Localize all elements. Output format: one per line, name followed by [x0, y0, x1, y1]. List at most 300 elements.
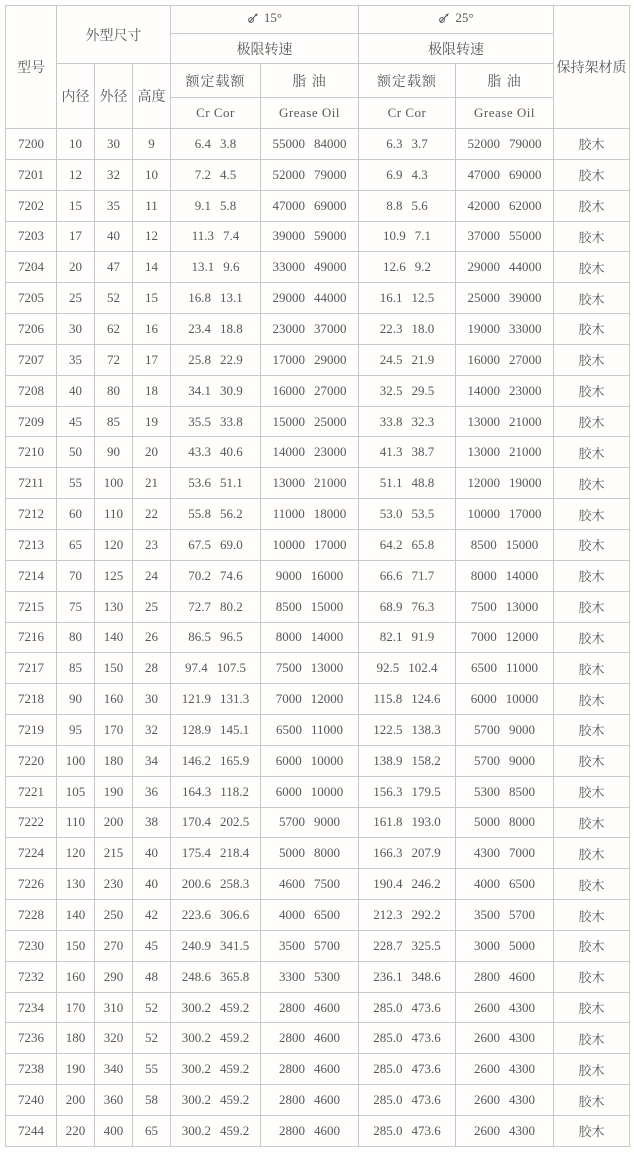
- outer-diameter-cell: 80: [95, 375, 133, 406]
- value: 5700: [474, 752, 501, 768]
- value-pair: [474, 876, 535, 892]
- value: 223.6: [181, 907, 211, 923]
- outer-diameter-cell: 200: [95, 807, 133, 838]
- rated-load-15-cell: [171, 838, 261, 869]
- cage-material-cell: 胶木: [554, 684, 630, 715]
- value: 459.2: [220, 999, 250, 1015]
- value-pair: [380, 537, 435, 553]
- value: 122.5: [373, 721, 403, 737]
- limit-speed-15-cell: [261, 1085, 359, 1116]
- value-pair: [279, 907, 340, 923]
- value: 285.0: [373, 1092, 403, 1108]
- value: 9.1: [194, 197, 211, 213]
- value: 158.2: [411, 752, 441, 768]
- inner-diameter-cell: 160: [57, 961, 95, 992]
- value: 300.2: [181, 1030, 211, 1046]
- cage-material-cell: 胶木: [554, 653, 630, 684]
- height-cell: 65: [133, 1116, 171, 1147]
- value: 285.0: [373, 1030, 403, 1046]
- height-cell: 55: [133, 1054, 171, 1085]
- limit-speed-25-cell: [456, 406, 554, 437]
- value: 12.5: [411, 290, 435, 306]
- value: 8000: [509, 814, 536, 830]
- model-cell: 7220: [6, 745, 57, 776]
- value-pair: [380, 321, 435, 337]
- inner-diameter-cell: 40: [57, 375, 95, 406]
- limit-speed-25-cell: [456, 715, 554, 746]
- rated-load-15-cell: [171, 190, 261, 221]
- value: 4600: [314, 999, 340, 1015]
- height-cell: 12: [133, 221, 171, 252]
- limit-speed-15-cell: [261, 375, 359, 406]
- value: 47000: [272, 197, 305, 213]
- cage-material-cell: 胶木: [554, 468, 630, 499]
- value-pair: [279, 938, 340, 954]
- value: 473.6: [411, 1122, 441, 1138]
- value-pair: [273, 259, 347, 275]
- value: 53.0: [379, 506, 403, 522]
- limit-speed-15-cell: [261, 560, 359, 591]
- height-cell: 18: [133, 375, 171, 406]
- value-pair: [279, 1123, 340, 1139]
- rated-load-25-cell: [359, 745, 456, 776]
- model-cell: 7228: [6, 900, 57, 931]
- contact-angle-icon: [247, 12, 259, 24]
- value-pair: [383, 228, 431, 244]
- model-column-header: 型号: [6, 6, 57, 129]
- value-pair: [188, 568, 243, 584]
- value: 10.9: [383, 228, 406, 244]
- value: 6.3: [386, 135, 403, 151]
- cage-material-cell: 胶木: [554, 869, 630, 900]
- value: 9000: [275, 567, 302, 583]
- value: 4300: [509, 1092, 536, 1108]
- value: 32.5: [379, 382, 403, 398]
- value: 190.4: [373, 876, 403, 892]
- limit-speed-25-cell: [456, 591, 554, 622]
- value-pair: [373, 1030, 441, 1046]
- value-pair: [474, 1030, 535, 1046]
- value: 79000: [314, 166, 347, 182]
- limit-speed-25-cell: [456, 838, 554, 869]
- limit-speed-header-25: 极限转速: [359, 34, 554, 64]
- rated-load-header-25: 额定载额: [359, 64, 456, 98]
- model-cell: 7244: [6, 1116, 57, 1147]
- value-pair: [273, 290, 347, 306]
- value: 47000: [467, 166, 501, 182]
- height-cell: 48: [133, 961, 171, 992]
- limit-speed-15-cell: [261, 529, 359, 560]
- value-pair: [188, 444, 243, 460]
- value: 124.6: [411, 691, 441, 707]
- inner-diameter-cell: 100: [57, 745, 95, 776]
- rated-load-15-cell: [171, 468, 261, 499]
- limit-speed-15-cell: [261, 930, 359, 961]
- value: 69000: [509, 166, 542, 182]
- cage-material-cell: 胶木: [554, 221, 630, 252]
- value: 13000: [310, 660, 344, 676]
- value-pair: [192, 228, 240, 244]
- height-header: 高度: [133, 64, 171, 129]
- outer-diameter-cell: 47: [95, 252, 133, 283]
- value-pair: [471, 691, 539, 707]
- value: 8500: [509, 783, 536, 799]
- grease-oil-en-header-15: Grease Oil: [261, 98, 359, 129]
- table-row: [6, 252, 630, 283]
- inner-diameter-cell: 140: [57, 900, 95, 931]
- rated-load-15-cell: [171, 715, 261, 746]
- value: 53.6: [188, 475, 211, 491]
- value-pair: [273, 444, 347, 460]
- model-cell: 7201: [6, 159, 57, 190]
- rated-load-15-cell: [171, 992, 261, 1023]
- inner-diameter-cell: 170: [57, 992, 95, 1023]
- table-row: [6, 715, 630, 746]
- limit-speed-25-cell: [456, 159, 554, 190]
- value: 5300: [314, 968, 340, 984]
- grease-oil-en-header-25: Grease Oil: [456, 98, 554, 129]
- model-cell: 7216: [6, 622, 57, 653]
- inner-diameter-cell: 90: [57, 684, 95, 715]
- value: 4300: [474, 845, 501, 861]
- inner-diameter-cell: 45: [57, 406, 95, 437]
- value-pair: [380, 290, 435, 306]
- table-row: [6, 961, 630, 992]
- value: 236.1: [373, 968, 403, 984]
- table-row: [6, 159, 630, 190]
- limit-speed-25-cell: [456, 869, 554, 900]
- value: 10000: [310, 752, 344, 768]
- contact-angle-icon: [438, 12, 450, 24]
- value-pair: [468, 259, 542, 275]
- value: 18.0: [411, 320, 435, 336]
- value-pair: [468, 444, 542, 460]
- value: 7500: [275, 660, 302, 676]
- value-pair: [468, 475, 542, 491]
- rated-load-15-cell: [171, 344, 261, 375]
- value: 17000: [272, 351, 305, 367]
- rated-load-25-cell: [359, 1023, 456, 1054]
- rated-load-15-cell: [171, 776, 261, 807]
- value-pair: [182, 1000, 250, 1016]
- value: 300.2: [181, 1061, 211, 1077]
- inner-diameter-cell: 17: [57, 221, 95, 252]
- limit-speed-25-cell: [456, 283, 554, 314]
- value-pair: [195, 167, 237, 183]
- value: 6000: [275, 783, 302, 799]
- rated-load-15-cell: [171, 129, 261, 160]
- value: 17000: [509, 506, 542, 522]
- rated-load-25-cell: [359, 314, 456, 345]
- table-row: [6, 591, 630, 622]
- cage-material-cell: 胶木: [554, 529, 630, 560]
- cage-material-cell: 胶木: [554, 437, 630, 468]
- model-cell: 7234: [6, 992, 57, 1023]
- value: 300.2: [181, 1092, 211, 1108]
- limit-speed-15-cell: [261, 900, 359, 931]
- cage-material-cell: 胶木: [554, 283, 630, 314]
- value: 121.9: [181, 691, 211, 707]
- value: 21000: [314, 475, 347, 491]
- value: 459.2: [220, 1122, 250, 1138]
- limit-speed-25-cell: [456, 930, 554, 961]
- value: 115.8: [373, 691, 403, 707]
- model-cell: 7226: [6, 869, 57, 900]
- model-cell: 7222: [6, 807, 57, 838]
- value: 4600: [509, 968, 536, 984]
- value-pair: [380, 444, 435, 460]
- value-pair: [468, 167, 542, 183]
- value: 92.5: [376, 660, 400, 676]
- value: 67.5: [188, 536, 211, 552]
- value-pair: [373, 1092, 441, 1108]
- value-pair: [380, 629, 435, 645]
- value: 65.8: [411, 536, 435, 552]
- value-pair: [474, 1092, 535, 1108]
- value-pair: [374, 691, 441, 707]
- model-cell: 7200: [6, 129, 57, 160]
- value: 11.3: [191, 228, 215, 244]
- inner-diameter-cell: 85: [57, 653, 95, 684]
- value: 5700: [279, 814, 305, 830]
- inner-diameter-cell: 200: [57, 1085, 95, 1116]
- value-pair: [386, 136, 428, 152]
- value: 4600: [314, 1092, 340, 1108]
- outer-diameter-cell: 62: [95, 314, 133, 345]
- table-row: [6, 437, 630, 468]
- value: 44000: [314, 290, 347, 306]
- outer-diameter-cell: 320: [95, 1023, 133, 1054]
- value-pair: [279, 1030, 340, 1046]
- limit-speed-25-cell: [456, 776, 554, 807]
- value: 218.4: [220, 845, 250, 861]
- limit-speed-15-cell: [261, 1023, 359, 1054]
- value-pair: [276, 660, 344, 676]
- model-cell: 7215: [6, 591, 57, 622]
- value-pair: [182, 1061, 250, 1077]
- value: 23000: [509, 382, 542, 398]
- cage-material-cell: 胶木: [554, 406, 630, 437]
- value: 165.9: [220, 752, 250, 768]
- bearing-spec-table: [5, 5, 630, 1147]
- model-cell: 7209: [6, 406, 57, 437]
- value-pair: [188, 629, 243, 645]
- value-pair: [276, 691, 344, 707]
- limit-speed-15-cell: [261, 1116, 359, 1147]
- limit-speed-25-cell: [456, 961, 554, 992]
- value: 5000: [279, 845, 305, 861]
- limit-speed-header-15: 极限转速: [171, 34, 359, 64]
- limit-speed-15-cell: [261, 1054, 359, 1085]
- limit-speed-25-cell: [456, 468, 554, 499]
- height-cell: 11: [133, 190, 171, 221]
- cage-material-cell: 胶木: [554, 159, 630, 190]
- inner-diameter-header: 内径: [57, 64, 95, 129]
- cr-cor-header-15: Cr Cor: [171, 98, 261, 129]
- outer-diameter-cell: 72: [95, 344, 133, 375]
- value: 14000: [505, 567, 539, 583]
- value: 48.8: [411, 475, 435, 491]
- value-pair: [182, 845, 250, 861]
- value-pair: [468, 321, 542, 337]
- height-cell: 9: [133, 129, 171, 160]
- limit-speed-15-cell: [261, 838, 359, 869]
- height-cell: 21: [133, 468, 171, 499]
- value-pair: [182, 938, 250, 954]
- cage-material-cell: 胶木: [554, 560, 630, 591]
- table-row: [6, 992, 630, 1023]
- value: 4300: [509, 1030, 536, 1046]
- inner-diameter-cell: 150: [57, 930, 95, 961]
- model-cell: 7224: [6, 838, 57, 869]
- value: 29000: [314, 351, 347, 367]
- outer-diameter-cell: 30: [95, 129, 133, 160]
- outer-diameter-cell: 100: [95, 468, 133, 499]
- value: 16000: [310, 567, 344, 583]
- rated-load-25-cell: [359, 129, 456, 160]
- rated-load-15-cell: [171, 745, 261, 776]
- table-row: [6, 344, 630, 375]
- value: 17000: [314, 536, 347, 552]
- value-pair: [188, 383, 243, 399]
- value: 19000: [467, 320, 501, 336]
- rated-load-25-cell: [359, 1054, 456, 1085]
- grease-oil-cn-header-25: 脂 油: [456, 64, 554, 98]
- value: 74.6: [220, 567, 243, 583]
- rated-load-header-15: 额定载额: [171, 64, 261, 98]
- value: 10000: [310, 783, 344, 799]
- height-cell: 40: [133, 838, 171, 869]
- cage-material-cell: 胶木: [554, 499, 630, 530]
- value: 7000: [470, 629, 497, 645]
- value: 8000: [314, 845, 340, 861]
- value: 128.9: [181, 721, 211, 737]
- limit-speed-25-cell: [456, 252, 554, 283]
- value-pair: [195, 198, 237, 214]
- value-pair: [182, 784, 249, 800]
- limit-speed-15-cell: [261, 499, 359, 530]
- inner-diameter-cell: 75: [57, 591, 95, 622]
- value-pair: [276, 722, 343, 738]
- value: 34.1: [188, 382, 211, 398]
- value-pair: [273, 228, 347, 244]
- model-cell: 7208: [6, 375, 57, 406]
- rated-load-25-cell: [359, 560, 456, 591]
- value-pair: [185, 660, 246, 676]
- model-cell: 7236: [6, 1023, 57, 1054]
- outer-diameter-cell: 120: [95, 529, 133, 560]
- limit-speed-15-cell: [261, 129, 359, 160]
- value: 70.2: [188, 567, 211, 583]
- value-pair: [468, 228, 542, 244]
- outer-diameter-cell: 150: [95, 653, 133, 684]
- cage-material-cell: 胶木: [554, 992, 630, 1023]
- value: 3500: [279, 937, 305, 953]
- limit-speed-15-cell: [261, 992, 359, 1023]
- value: 11000: [506, 660, 539, 676]
- value: 200.6: [181, 876, 211, 892]
- value: 4.5: [220, 166, 237, 182]
- value: 40.6: [220, 444, 243, 460]
- model-cell: 7213: [6, 529, 57, 560]
- height-cell: 30: [133, 684, 171, 715]
- rated-load-25-cell: [359, 499, 456, 530]
- value: 7.2: [194, 166, 211, 182]
- rated-load-25-cell: [359, 221, 456, 252]
- value-pair: [279, 1061, 340, 1077]
- value-pair: [380, 568, 435, 584]
- value: 459.2: [220, 1092, 250, 1108]
- value: 51.1: [379, 475, 403, 491]
- cage-material-cell: 胶木: [554, 807, 630, 838]
- value-pair: [276, 629, 344, 645]
- value: 2800: [279, 1061, 305, 1077]
- value: 43.3: [188, 444, 211, 460]
- value: 7000: [275, 691, 302, 707]
- limit-speed-15-cell: [261, 715, 359, 746]
- value-pair: [468, 383, 542, 399]
- value: 6000: [470, 691, 497, 707]
- value: 71.7: [411, 567, 435, 583]
- angle-15-group-header: [171, 6, 359, 34]
- rated-load-15-cell: [171, 221, 261, 252]
- value: 15000: [505, 536, 539, 552]
- value: 300.2: [181, 1122, 211, 1138]
- outer-diameter-cell: 310: [95, 992, 133, 1023]
- value: 55000: [272, 135, 305, 151]
- table-row: [6, 468, 630, 499]
- table-row: [6, 190, 630, 221]
- cage-material-cell: 胶木: [554, 344, 630, 375]
- cage-material-cell: 胶木: [554, 1054, 630, 1085]
- value: 4600: [314, 1061, 340, 1077]
- value: 248.6: [181, 968, 211, 984]
- limit-speed-15-cell: [261, 314, 359, 345]
- table-row: [6, 283, 630, 314]
- rated-load-25-cell: [359, 344, 456, 375]
- inner-diameter-cell: 20: [57, 252, 95, 283]
- limit-speed-25-cell: [456, 221, 554, 252]
- table-row: [6, 653, 630, 684]
- value: 240.9: [181, 937, 211, 953]
- cage-material-cell: 胶木: [554, 375, 630, 406]
- rated-load-15-cell: [171, 1085, 261, 1116]
- height-cell: 28: [133, 653, 171, 684]
- value: 30.9: [220, 382, 243, 398]
- cage-material-cell: 胶木: [554, 190, 630, 221]
- cage-material-cell: 胶木: [554, 745, 630, 776]
- value: 18.8: [220, 320, 243, 336]
- value: 16.1: [379, 290, 403, 306]
- value: 2600: [474, 1122, 501, 1138]
- value: 2600: [474, 1061, 501, 1077]
- value: 16000: [272, 382, 305, 398]
- limit-speed-25-cell: [456, 344, 554, 375]
- value: 2600: [474, 1030, 501, 1046]
- value: 473.6: [411, 1030, 441, 1046]
- value: 2800: [279, 1030, 305, 1046]
- cage-material-cell: 胶木: [554, 252, 630, 283]
- cage-material-cell: 胶木: [554, 622, 630, 653]
- inner-diameter-cell: 110: [57, 807, 95, 838]
- limit-speed-25-cell: [456, 900, 554, 931]
- inner-diameter-cell: 180: [57, 1023, 95, 1054]
- rated-load-15-cell: [171, 437, 261, 468]
- value: 6500: [509, 876, 536, 892]
- value: 22.3: [379, 320, 403, 336]
- value-pair: [373, 722, 441, 738]
- rated-load-25-cell: [359, 900, 456, 931]
